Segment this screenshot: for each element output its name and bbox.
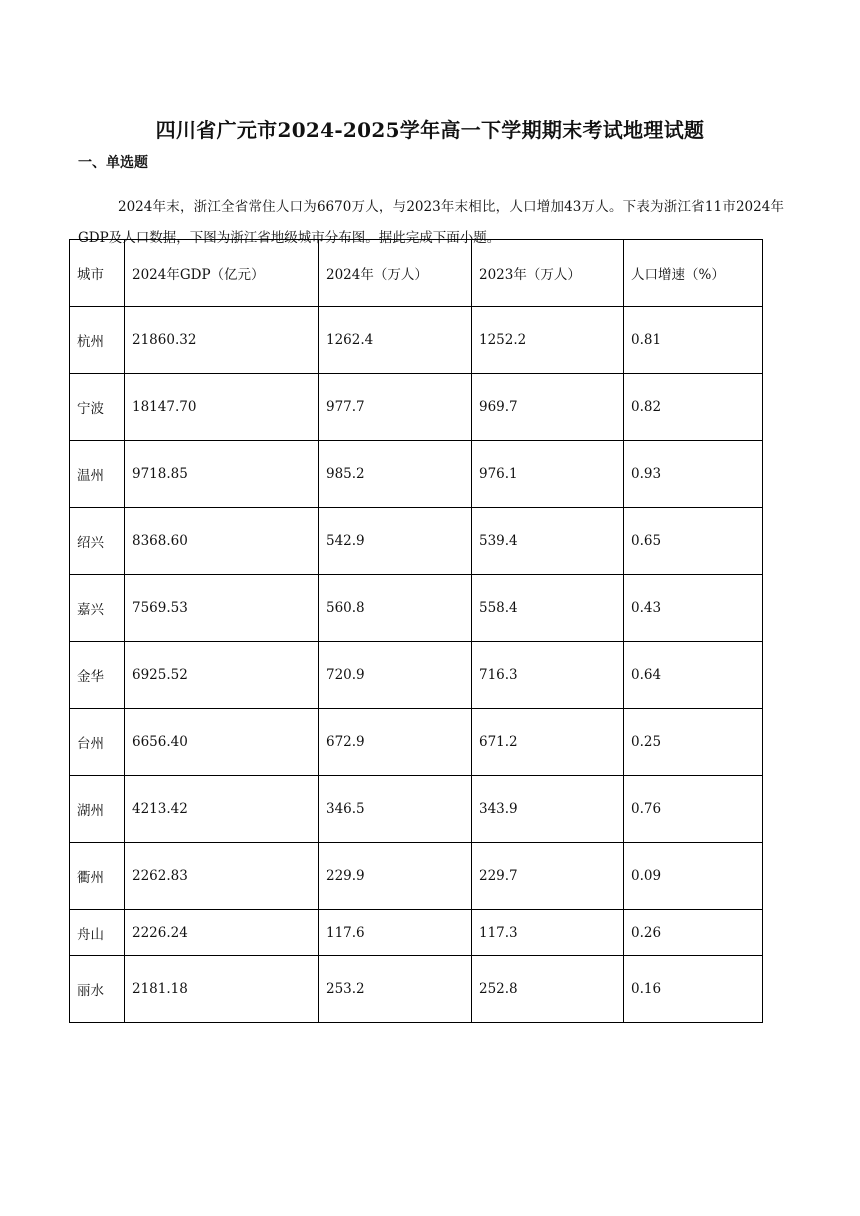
cell-pop-2024: 672.9 [319,709,472,776]
cell-pop-2023: 976.1 [472,441,624,508]
table-row [70,956,763,1023]
cell-growth: 0.82 [624,374,763,441]
table-header-row [70,240,763,307]
table-row [70,642,763,709]
header-population-2023: 2023年（万人） [472,240,624,307]
table-row [70,374,763,441]
table-row [70,910,763,956]
cell-city: 丽水 [70,956,125,1023]
cell-growth: 0.93 [624,441,763,508]
cell-pop-2024: 985.2 [319,441,472,508]
cell-pop-2024: 720.9 [319,642,472,709]
cell-pop-2024: 560.8 [319,575,472,642]
cell-city: 湖州 [70,776,125,843]
cell-city: 杭州 [70,307,125,374]
cell-growth: 0.26 [624,910,763,956]
table-row [70,307,763,374]
page-title: 四川省广元市2024-2025学年高一下学期期末考试地理试题 [155,118,705,142]
cell-pop-2023: 969.7 [472,374,624,441]
cell-city: 绍兴 [70,508,125,575]
section-heading: 一、单选题 [78,155,148,171]
cell-city: 金华 [70,642,125,709]
cell-pop-2023: 117.3 [472,910,624,956]
cell-city: 台州 [70,709,125,776]
cell-growth: 0.64 [624,642,763,709]
cell-pop-2024: 253.2 [319,956,472,1023]
cell-gdp: 8368.60 [125,508,319,575]
header-gdp-2024: 2024年GDP（亿元） [125,240,319,307]
header-growth-rate: 人口增速（%） [624,240,763,307]
cell-pop-2023: 1252.2 [472,307,624,374]
cell-gdp: 21860.32 [125,307,319,374]
cell-gdp: 9718.85 [125,441,319,508]
cell-city: 温州 [70,441,125,508]
cell-gdp: 2262.83 [125,843,319,910]
cell-pop-2023: 539.4 [472,508,624,575]
cell-growth: 0.16 [624,956,763,1023]
cell-pop-2023: 229.7 [472,843,624,910]
cell-city: 嘉兴 [70,575,125,642]
cell-pop-2024: 542.9 [319,508,472,575]
cell-pop-2024: 117.6 [319,910,472,956]
cell-city: 衢州 [70,843,125,910]
cell-pop-2024: 229.9 [319,843,472,910]
cell-pop-2023: 252.8 [472,956,624,1023]
cell-pop-2024: 346.5 [319,776,472,843]
cell-gdp: 18147.70 [125,374,319,441]
cell-growth: 0.65 [624,508,763,575]
table-row [70,508,763,575]
cell-pop-2024: 1262.4 [319,307,472,374]
table-row [70,441,763,508]
cell-pop-2024: 977.7 [319,374,472,441]
cell-pop-2023: 343.9 [472,776,624,843]
table-row [70,575,763,642]
cell-growth: 0.43 [624,575,763,642]
cell-gdp: 6656.40 [125,709,319,776]
table-row [70,709,763,776]
cell-growth: 0.76 [624,776,763,843]
cell-gdp: 2226.24 [125,910,319,956]
cell-city: 宁波 [70,374,125,441]
cell-gdp: 2181.18 [125,956,319,1023]
cell-pop-2023: 716.3 [472,642,624,709]
cell-gdp: 6925.52 [125,642,319,709]
cell-growth: 0.81 [624,307,763,374]
table-row [70,843,763,910]
table-row [70,776,763,843]
header-population-2024: 2024年（万人） [319,240,472,307]
header-city: 城市 [70,240,125,307]
cell-growth: 0.09 [624,843,763,910]
cell-pop-2023: 558.4 [472,575,624,642]
cell-pop-2023: 671.2 [472,709,624,776]
intro-paragraph: 2024年末，浙江全省常住人口为6670万人，与2023年末相比，人口增加43万人。下表为浙江省11市2024年GDP及人口数据，下图为浙江省地级城市分布图。据此完成下面小题。 [78,198,784,246]
cell-gdp: 4213.42 [125,776,319,843]
gdp-population-table [69,239,763,1023]
cell-city: 舟山 [70,910,125,956]
cell-growth: 0.25 [624,709,763,776]
cell-gdp: 7569.53 [125,575,319,642]
